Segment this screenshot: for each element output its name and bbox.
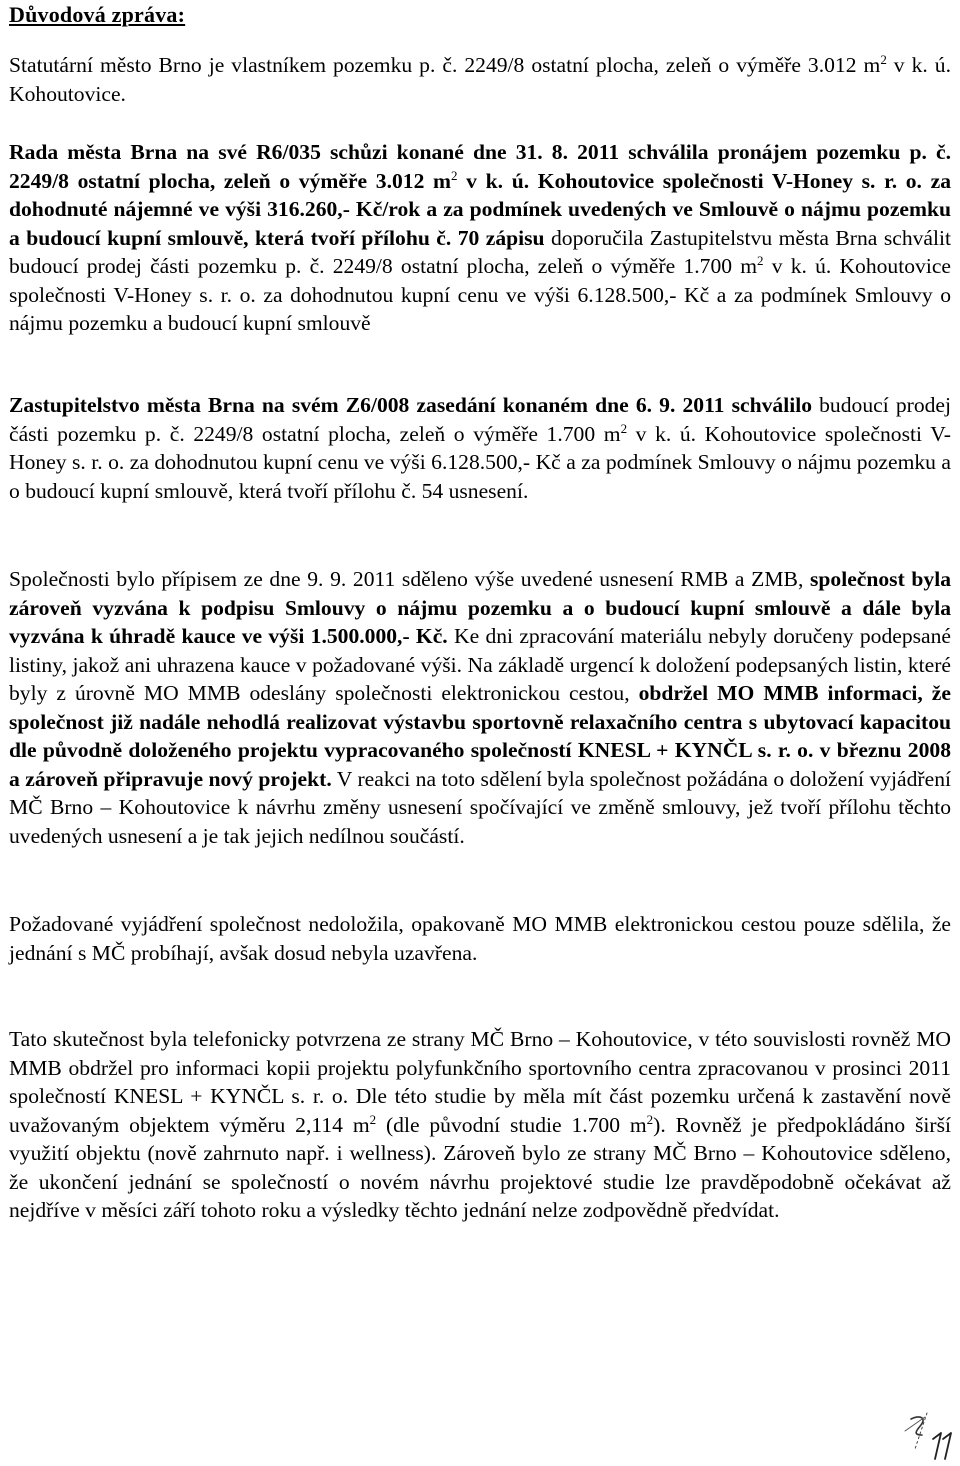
paragraph-missing-statement: Požadované vyjádření společnost nedoložila, opakovaně MO MMB elektronickou cestou pouze sdělila, že jednání s MČ probíhají, avšak dosud nebyla uzavřena. (9, 912, 951, 965)
p2-sup-2: 2 (757, 252, 764, 268)
p2-text-b: v k. ú. Kohoutovice společnosti V-Honey s. r. o. za dohodnutou kupní cenu ve výši 6.128.500,- Kč a za podmínek Smlouvy o nájmu pozemku a budoucí kupní smlouvě (9, 254, 951, 335)
p2-text-a: doporučila Zastupitelstvu města Brna schválit budoucí prodej části pozemku p. č. 2249/8 ostatní plocha, zeleň o výměře 1.700 m (9, 225, 951, 278)
p3-bold: Zastupitelstvo města Brna na svém Z6/008 zasedání konaném dne 6. 9. 2011 schválilo (9, 393, 812, 417)
p6-text-b: (dle původní studie 1.700 m (376, 1112, 647, 1137)
p1-text-a: Statutární město Brno je vlastníkem pozemku p. č. 2249/8 ostatní plocha, zeleň o výměře 3.012 m (9, 53, 881, 77)
paragraph-company-notice (9, 565, 951, 850)
handwritten-initials (897, 1405, 957, 1463)
p6-sup-2: 2 (646, 1111, 654, 1127)
p2-sup: 2 (451, 167, 458, 183)
p4-bold-a: společnost byla zároveň vyzvána k podpisu Smlouvy o nájmu pozemku a o budoucí kupní smlouvě a dále byla vyzvána k úhradě kauce ve výši 1.500.000,- Kč. (9, 567, 951, 648)
p1-text-b: v k. ú. Kohoutovice. (9, 53, 951, 106)
p4-text-b: Ke dni zpracování materiálu nebyly doručeny podepsané listiny, jakož ani uhrazena kauce v požadované výši. Na základě urgencí k doložení podepsaných listin, které byly z úrovně MO MMB odeslány společnosti elektronickou cestou, (9, 624, 951, 705)
p1-sup: 2 (880, 51, 887, 67)
p6-text-a: Tato skutečnost byla telefonicky potvrzena ze strany MČ Brno – Kohoutovice, v této souvislosti rovněž MO MMB obdržel pro informaci kopii projektu polyfunkčního sportovního centra zpracovanou v prosinci 2011 společností KNESL + KYNČL s. r. o. Dle této studie by měla mít část pozemku určená k zastavění nově uvažovaným objektem výměru 2,114 m (9, 1027, 951, 1137)
paragraph-ownership (9, 51, 951, 108)
p4-bold-b: obdržel MO MMB informaci, že společnost již nadále nehodlá realizovat výstavbu sportovně relaxačního centra s ubytovací kapacitou dle původně doloženého projektu vypracovaného společností KNESL + KYNČL s. r. o. v březnu 2008 a zároveň připravuje nový projekt. (9, 681, 951, 791)
p6-sup-1: 2 (369, 1111, 377, 1127)
paragraph-new-study (9, 1025, 951, 1225)
p3-text-a: budoucí prodej části pozemku p. č. 2249/8 ostatní plocha, zeleň o výměře 1.700 m (9, 393, 951, 446)
document-heading: Důvodová zpráva: (9, 2, 186, 27)
p6-text-c: ). Rovněž je předpokládáno širší využití objektu (nově zahrnuto např. i wellness). Zároveň bylo ze strany MČ Brno – Kohoutovice sděleno, že ukončení jednání se společností o novém návrhu projektové studie lze pravděpodobně očekávat až nejdříve v měsíci září tohoto roku a výsledky těchto jednání nelze zodpovědně předvídat. (9, 1112, 952, 1222)
p2-bold-b: v k. ú. Kohoutovice společnosti V-Honey s. r. o. za dohodnuté nájemné ve výši 316.260,- Kč/rok a za podmínek uvedených ve Smlouvě o nájmu pozemku a budoucí kupní smlouvě, která tvoří přílohu č. 70 zápisu (9, 168, 951, 250)
p3-text-b: v k. ú. Kohoutovice společnosti V-Honey s. r. o. za dohodnutou kupní cenu ve výši 6.128.500,- Kč a za podmínek Smlouvy o nájmu pozemku a o budoucí kupní smlouvě, která tvoří přílohu č. 54 usnesení. (9, 421, 951, 503)
p3-sup: 2 (620, 420, 628, 436)
paragraph-assembly-resolution (9, 391, 951, 505)
p2-bold-a: Rada města Brna na své R6/035 schůzi konané dne 31. 8. 2011 schválila pronájem pozemku p. č. 2249/8 ostatní plocha, zeleň o výměře 3.012 m (9, 140, 951, 193)
p4-text-c: V reakci na toto sdělení byla společnost požádána o doložení vyjádření MČ Brno – Kohoutovice k návrhu změny usnesení spočívající ve změně smlouvy, jež tvoří přílohu těchto uvedených usnesení a je tak jejich nedílnou součástí. (9, 766, 952, 848)
p4-text-a: Společnosti bylo přípisem ze dne 9. 9. 2011 sděleno výše uvedené usnesení RMB a ZMB, (9, 567, 810, 591)
paragraph-council-resolution (9, 138, 951, 338)
